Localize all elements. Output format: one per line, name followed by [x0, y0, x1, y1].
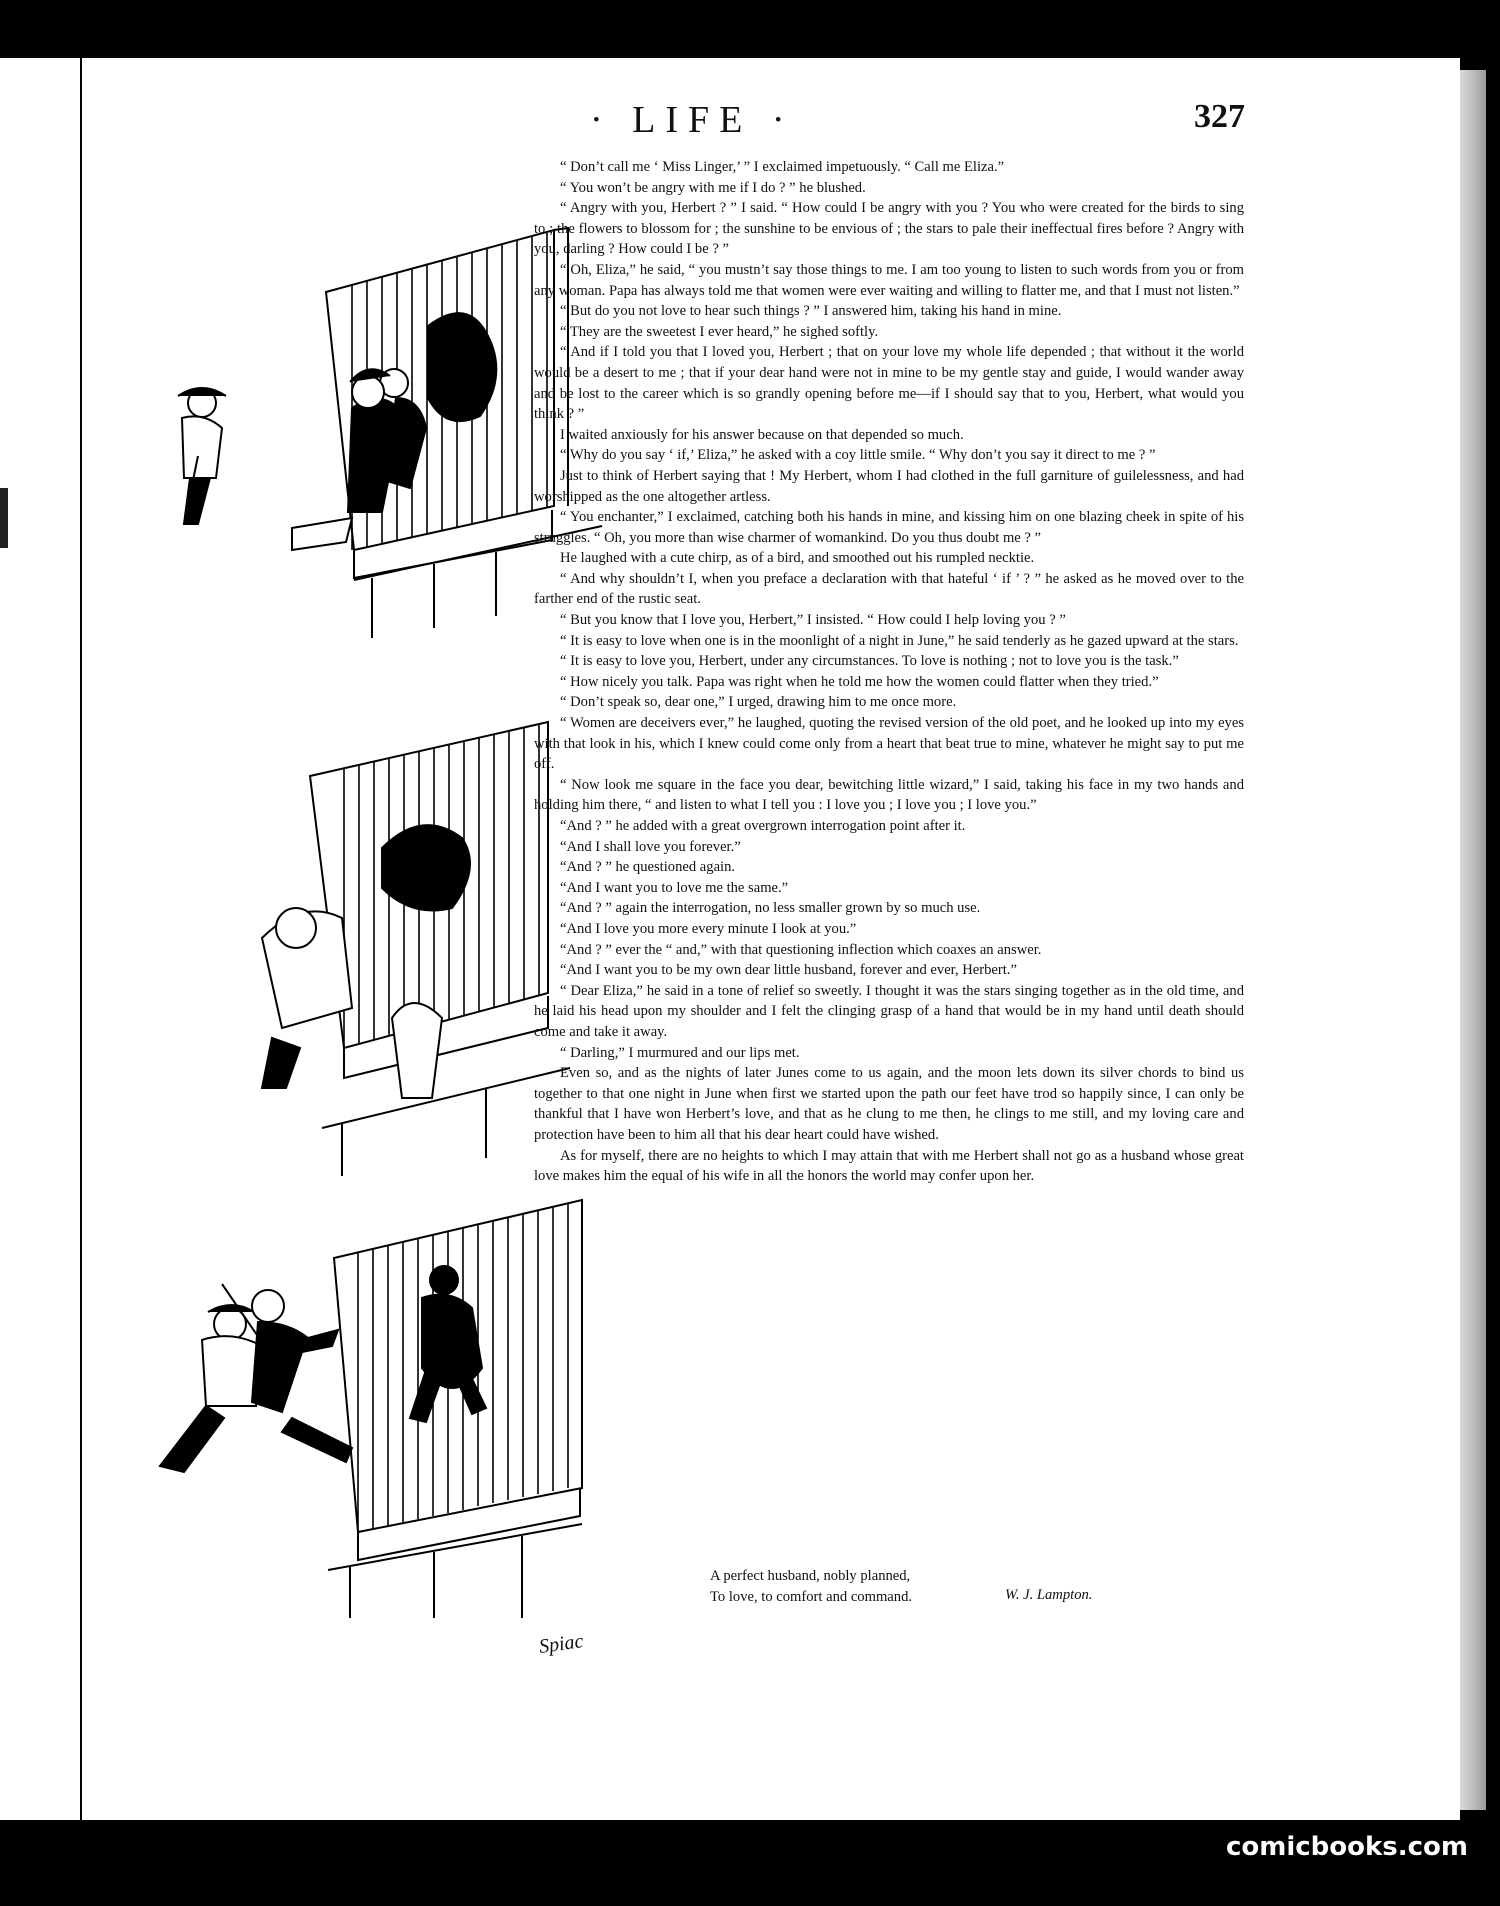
- article-paragraph: “ Angry with you, Herbert ? ” I said. “ How could I be angry with you ? You who were created for the birds to sing to ; the flowers to blossom for ; the sunshine to be envious of ; the stars to pale their ineffectual fires before ? Angry with you, darling ? How could I be ? ”: [534, 200, 1244, 258]
- article-paragraph: “And ? ” he added with a great overgrown interrogation point after it.: [560, 818, 966, 834]
- spine-mark: [0, 488, 8, 548]
- article-paragraph: “ Oh, Eliza,” he said, “ you mustn’t say those things to me. I am too young to listen to such words from you or from any woman. Papa has always told me that women were ever waiting and willing to flatter me, and that I must not listen.”: [534, 261, 1244, 299]
- article-paragraph: “ Don’t speak so, dear one,” I urged, drawing him to me once more.: [560, 694, 957, 711]
- article-body: [534, 157, 1244, 1187]
- panel-1-man-climbing: [292, 369, 402, 550]
- watermark: comicbooks.com: [1225, 1832, 1468, 1862]
- article-paragraph: “And I shall love you forever.”: [560, 838, 741, 855]
- article-paragraph: “ And why shouldn’t I, when you preface a declaration with that hateful ‘ if ’ ? ” he asked as he moved over to the farther end of the rustic seat.: [534, 570, 1244, 608]
- panel-2-cage: [310, 722, 570, 1176]
- article-paragraph: Even so, and as the nights of later Junes come to us again, and the moon lets down its silver chords to bind us together to that one night in June when first we started upon the path our feet have trod so happily since, I can only be thankful that I have won Herbert’s love, and that as he clung to me then, he clings to me still, and my loving care and protection have been to him all that his dear heart could have wished.: [534, 1065, 1244, 1143]
- article-paragraph: “ Don’t call me ‘ Miss Linger,’ ” I exclaimed impetuously. “ Call me Eliza.”: [560, 159, 1005, 175]
- article-paragraph: “And I want you to love me the same.”: [560, 879, 789, 896]
- article-paragraph: “ You won’t be angry with me if I do ? ” he blushed.: [560, 179, 866, 196]
- article-paragraph: As for myself, there are no heights to which I may attain that with me Herbert shall not go as a husband whose great love makes him the equal of his wife in all the honors the world may confer upon her.: [534, 1147, 1244, 1185]
- article-paragraph: “ But do you not love to hear such things ? ” I answered him, taking his hand in mine.: [560, 303, 1062, 320]
- article-paragraph: “And ? ” ever the “ and,” with that questioning inflection which coaxes an answer.: [560, 941, 1042, 958]
- article-paragraph: “ Women are deceivers ever,” he laughed, quoting the revised version of the old poet, and he looked up into my eyes with that look in his, which I knew could come only from a heart that beat true to mine, whatever he might say to put me off.: [534, 715, 1244, 773]
- artist-signature: Spiac: [537, 1630, 585, 1658]
- article-paragraph: “ Why do you say ‘ if,’ Eliza,” he asked with a coy little smile. “ Why don’t you say it direct to me ? ”: [560, 447, 1156, 464]
- article-paragraph: “ Now look me square in the face you dear, bewitching little wizard,” I said, taking his face in my two hands and holding him there, “ and listen to what I tell you : I love you ; I love you ; I love you.”: [534, 776, 1244, 814]
- article-paragraph: I waited anxiously for his answer because on that depended so much.: [560, 426, 964, 443]
- article-paragraph: “ Dear Eliza,” he said in a tone of relief so sweetly. I thought it was the stars singing together as in the old time, and he laid his head upon my shoulder and I felt the clinging grasp of a hand that would be in my hand until death should come and take it away.: [534, 982, 1244, 1040]
- panel-3-policeman-and-man: [160, 1284, 352, 1472]
- panel-1-policeman: [178, 388, 226, 524]
- panel-2-struggle: [262, 825, 470, 1098]
- article-paragraph: “And ? ” he questioned again.: [560, 859, 736, 876]
- panel-3-cage: [328, 1200, 582, 1618]
- closing-verse: [710, 1566, 1250, 1608]
- page-number: 327: [1194, 98, 1245, 135]
- masthead-title: · LIFE ·: [590, 99, 795, 141]
- article-paragraph: “And I love you more every minute I look at you.”: [560, 920, 857, 937]
- page-header: [525, 98, 1255, 158]
- article-paragraph: “And ? ” again the interrogation, no less smaller grown by so much use.: [560, 900, 981, 917]
- article-paragraph: He laughed with a cute chirp, as of a bird, and smoothed out his rumpled necktie.: [560, 550, 1035, 567]
- article-paragraph: “ You enchanter,” I exclaimed, catching both his hands in mine, and kissing him on one blazing cheek in spite of his struggles. “ Oh, you more than wise charmer of womankind. Do you thus doubt me ? ”: [534, 509, 1244, 546]
- author-signature: W. J. Lampton.: [1005, 1587, 1093, 1603]
- article-paragraph: “ They are the sweetest I ever heard,” he sighed softly.: [560, 323, 879, 340]
- verse-line: To love, to comfort and command.: [710, 1589, 913, 1605]
- article-paragraph: “ It is easy to love you, Herbert, under any circumstances. To love is nothing ; not to love you is the task.”: [560, 653, 1179, 670]
- article-paragraph: Just to think of Herbert saying that ! My Herbert, whom I had clothed in the full garniture of guilelessness, and had worshipped as the one altogether artless.: [534, 467, 1244, 505]
- article-paragraph: “ Darling,” I murmured and our lips met.: [560, 1044, 800, 1061]
- article-paragraph: “And I want you to be my own dear little husband, forever and ever, Herbert.”: [560, 962, 1017, 979]
- facing-page-edge: [0, 58, 80, 1820]
- article-paragraph: “ But you know that I love you, Herbert,” I insisted. “ How could I help loving you ? ”: [560, 612, 1066, 629]
- verse-line: A perfect husband, nobly planned,: [710, 1568, 911, 1584]
- article-paragraph: “ And if I told you that I loved you, Herbert ; that on your love my whole life depended ; that without it the world would be a desert to me ; that if your dear hand were not in mine to be my gentle stay and guide, I would wander away and be lost to the career which is so grandly opening before me—if I should say that to you, Herbert, what would you think ? ”: [534, 344, 1244, 423]
- article-paragraph: “ How nicely you talk. Papa was right when he told me how the women could flatter when they tried.”: [560, 673, 1159, 690]
- article-paragraph: “ It is easy to love when one is in the moonlight of a night in June,” he said tenderly as he gazed upward at the stars.: [560, 632, 1239, 649]
